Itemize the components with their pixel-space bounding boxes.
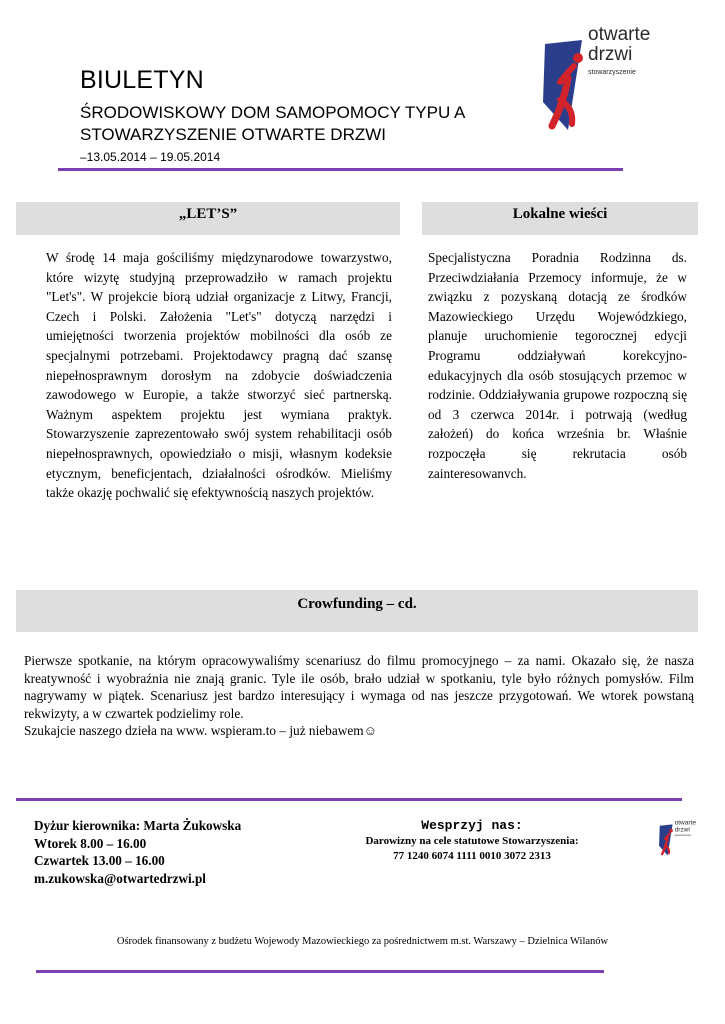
lets-heading: „LET’S” bbox=[178, 206, 238, 222]
subtitle-line-1: ŚRODOWISKOWY DOM SAMOPOMOCY TYPU A bbox=[80, 103, 466, 122]
duty-thursday: Czwartek 13.00 – 16.00 bbox=[34, 853, 165, 868]
footer-divider bbox=[16, 798, 682, 801]
date-range: –13.05.2014 – 19.05.2014 bbox=[80, 150, 221, 164]
logo-mark-small-icon bbox=[658, 816, 696, 860]
logo-line-1: otwarte bbox=[588, 24, 650, 45]
duty-manager: Dyżur kierownika: Marta Żukowska bbox=[34, 818, 242, 833]
bulletin-title: BIULETYN bbox=[80, 66, 204, 94]
crowdfunding-paragraph-2: Szukajcie naszego dzieła na www. wspieram.to – już niebawem☺ bbox=[24, 723, 378, 738]
subtitle-line-2: STOWARZYSZENIE OTWARTE DRZWI bbox=[80, 125, 386, 144]
bottom-divider bbox=[36, 970, 604, 973]
crowdfunding-heading-bar bbox=[16, 590, 698, 632]
duty-tuesday: Wtorek 8.00 – 16.00 bbox=[34, 835, 147, 851]
funding-note: Ośrodek finansowany z budżetu Wojewody Mazowieckiego za pośrednictwem m.st. Warszawy – Dzielnica Wilanów bbox=[116, 936, 609, 947]
lets-article-text: W środę 14 maja gościliśmy międzynarodowe towarzystwo, które wizytę studyjną przeprowadziło w ramach projektu "Let's". W projekcie biorą udział organizacje z Litwy, Francji, Czech i Polski. Założenia "Let's" dotyczą narzędzi i umiejętności tworzenia projektów mobilności dla osób ze specjalnymi potrzebami. Projektodawcy pragną dać szansę niepełnosprawnym dorosłym na zdobycie doświadczenia zawodowego w Europie, a także stworzyć sieć partnerską. Ważnym aspektem projektu jest wymiana praktyk. Stowarzyszenie zaprezentowało swój system rehabilitacji osób niepełnosprawnych, opowiedziało o misji, własnym kodeksie etycznym, beneficjentach, działalności ośrodków. Mieliśmy także okazję pochwalić się efektywnością naszych projektów. bbox=[46, 250, 392, 501]
crowdfunding-text bbox=[24, 652, 694, 740]
logo-mark-icon bbox=[540, 22, 650, 137]
logo-line-2: drzwi bbox=[588, 44, 633, 65]
local-news-heading: Lokalne wieści bbox=[512, 206, 608, 222]
organization-logo bbox=[540, 22, 650, 137]
logo-small-line-1: otwarte bbox=[674, 819, 696, 827]
logo-small-line-3: stowarzyszenie bbox=[674, 834, 692, 838]
logo-small-line-2: drzwi bbox=[674, 826, 690, 834]
logo-line-3: stowarzyszenie bbox=[588, 69, 636, 76]
support-description: Darowizny na cele statutowe Stowarzyszenia: bbox=[365, 834, 579, 847]
local-news-text: Specjalistyczna Poradnia Rodzinna ds. Przeciwdziałania Przemocy informuje, że w związku z pozyskaną dotacją ze środków Mazowieckiego Urzędu Wojewódzkiego, planuje uruchomienie tegorocznej edycji Programu oddziaływań korekcyjno-edukacyjnych dla osób stosujących przemoc w rodzinie. Oddziaływania grupowe rozpoczną się od 3 czerwca 2014r. i potrwają (według założeń) do końca września br. Właśnie rozpoczęła się rekrutacia osób zainteresowanvch. bbox=[428, 250, 687, 481]
duty-email[interactable]: m.zukowska@otwartedrzwi.pl bbox=[34, 870, 206, 886]
header-divider bbox=[58, 168, 623, 171]
crowdfunding-heading: Crowfunding – cd. bbox=[297, 596, 417, 612]
duty-info bbox=[34, 817, 294, 887]
local-news-heading-bar bbox=[422, 202, 698, 235]
support-title: Wesprzyj nas: bbox=[421, 818, 523, 833]
organization-logo-small bbox=[658, 816, 696, 860]
crowdfunding-paragraph-1: Pierwsze spotkanie, na którym opracowywaliśmy scenariusz do filmu promocyjnego – za nami. Okazało się, że nasza kreatywność i wyobraźnia nie znają granic. Tyle ile osób, brało udział w spotkaniu, tyle było różnych pomysłów. Film nagrywamy w piątek. Scenariusz jest bardzo interesujący i wymaga od nas jeszcze przygotowań. We wtorek powstaną rekwizyty, a w czwartek podzielimy role. bbox=[24, 653, 694, 721]
bank-account: 77 1240 6074 1111 0010 3072 2313 bbox=[393, 850, 551, 862]
lets-heading-bar bbox=[16, 202, 400, 235]
support-info bbox=[312, 818, 632, 865]
